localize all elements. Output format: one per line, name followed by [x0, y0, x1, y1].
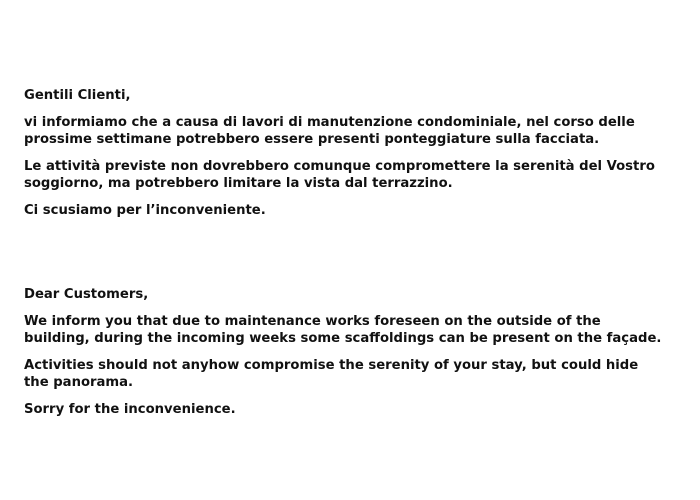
english-section — [24, 286, 664, 418]
english-greeting: Dear Customers, — [24, 287, 149, 302]
maintenance-notice — [24, 87, 664, 427]
italian-greeting: Gentili Clienti, — [24, 88, 131, 103]
english-closing: Sorry for the inconvenience. — [24, 401, 236, 417]
english-paragraph-2: Activities should not anyhow compromise the serenity of your stay, but could hide the panorama. — [24, 357, 639, 390]
italian-paragraph-2: Le attività previste non dovrebbero comunque compromettere la serenità del Vostro soggiorno, ma potrebbero limitare la vista dal terrazzino. — [24, 158, 655, 191]
english-paragraph-1: We inform you that due to maintenance works foreseen on the outside of the building, during the incoming weeks some scaffoldings can be present on the façade. — [24, 313, 662, 346]
italian-section — [24, 87, 664, 219]
italian-closing: Ci scusiamo per l’inconveniente. — [24, 202, 266, 218]
italian-paragraph-1: vi informiamo che a causa di lavori di manutenzione condominiale, nel corso delle prossime settimane potrebbero essere presenti ponteggiature sulla facciata. — [24, 114, 635, 147]
